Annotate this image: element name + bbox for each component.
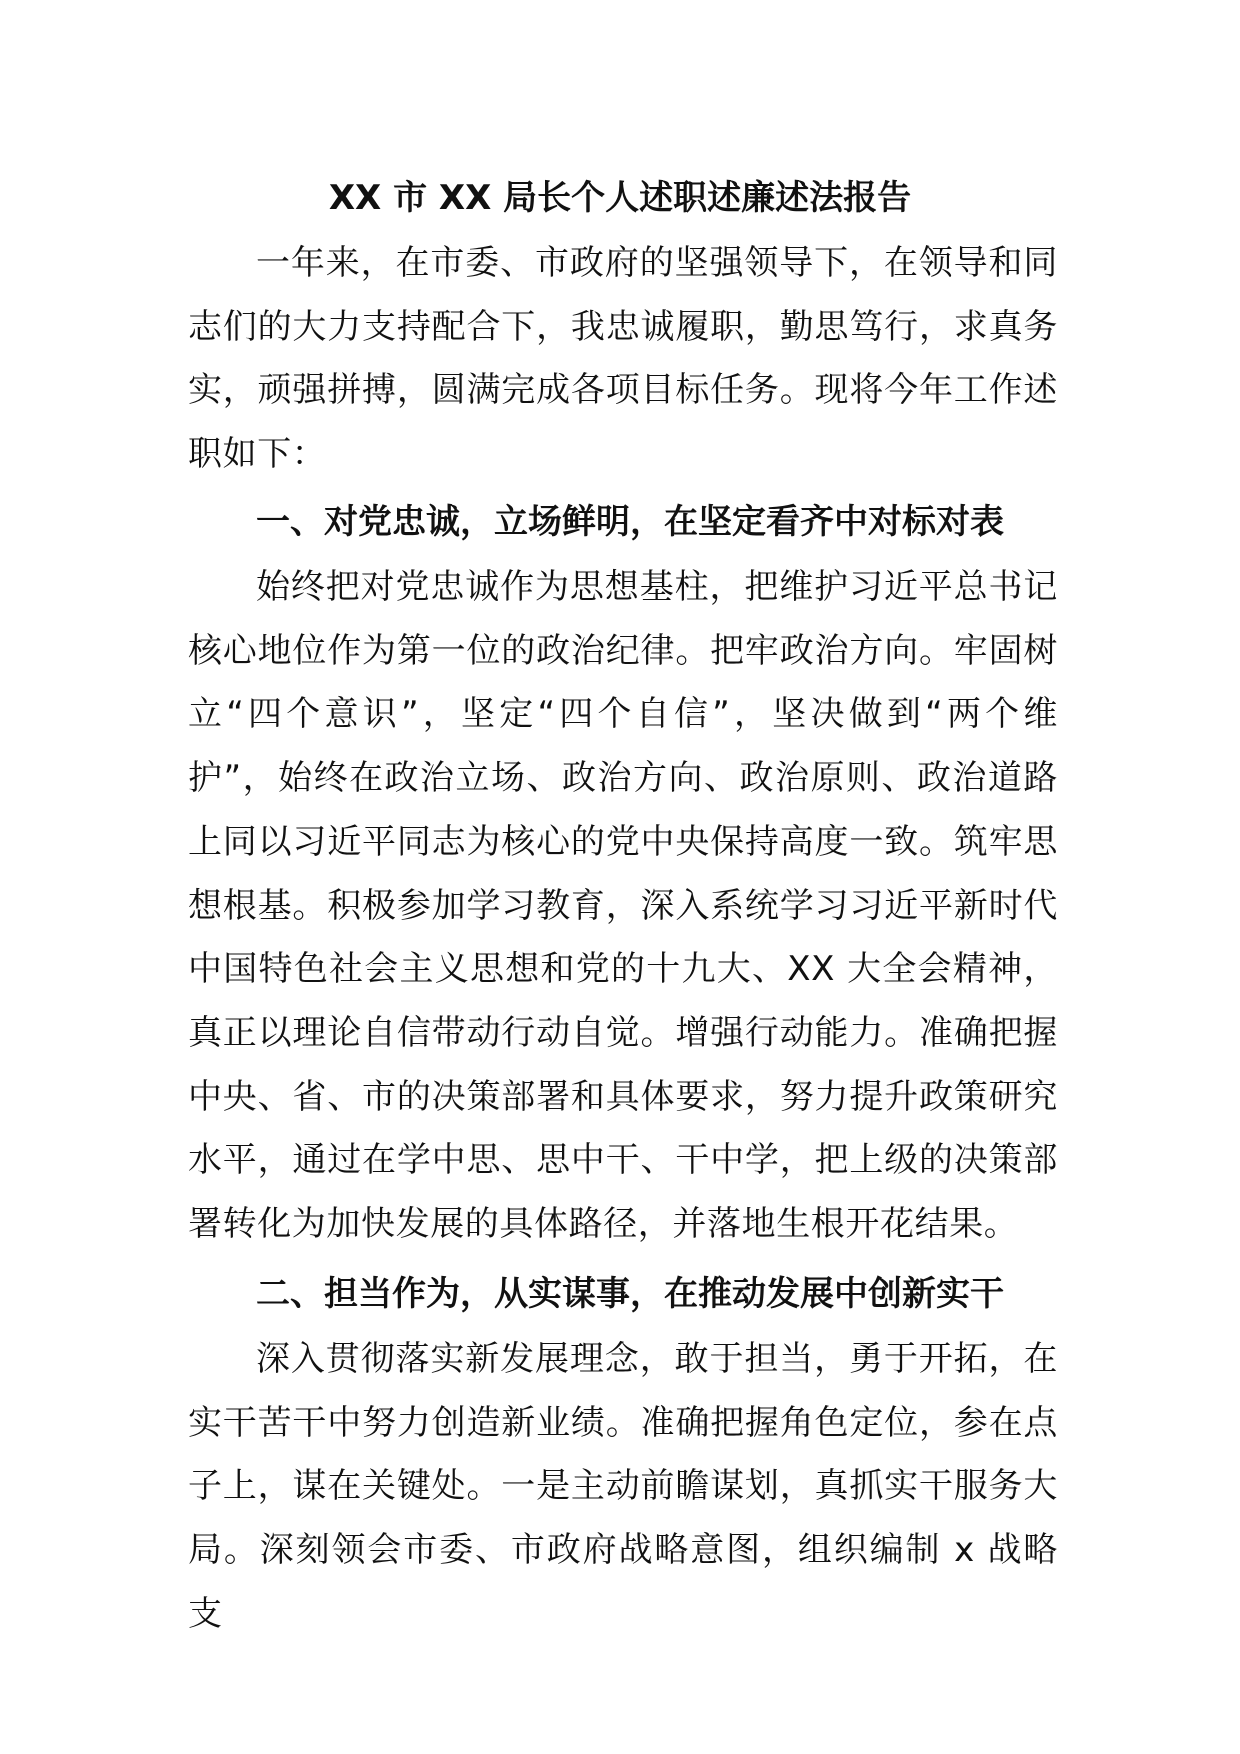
section-1-paragraph: 始终把对党忠诚作为思想基柱，把维护习近平总书记核心地位作为第一位的政治纪律。把牢政治方向。牢固树立“四个意识”，坚定“四个自信”，坚决做到“两个维护”，始终在政治立场、政治方向、政治原则、政治道路上同以习近平同志为核心的党中央保持高度一致。筑牢思想根基。积极参加学习教育，深入系统学习习近平新时代中国特色社会主义思想和党的十九大、XX 大全会精神，真正以理论自信带动行动自觉。增强行动能力。准确把握中央、省、市的决策部署和具体要求，努力提升政策研究水平，通过在学中思、思中干、干中学，把上级的决策部署转化为加快发展的具体路径，并落地生根开花结果。 (188, 567, 1058, 1245)
intro-paragraph: 一年来，在市委、市政府的坚强领导下，在领导和同志们的大力支持配合下，我忠诚履职，勤思笃行，求真务实，顽强拼搏，圆满完成各项目标任务。现将今年工作述职如下： (188, 243, 1058, 475)
section-heading-1: 一、对党忠诚，立场鲜明，在坚定看齐中对标对表 (256, 502, 1004, 542)
document-title: XX 市 XX 局长个人述职述廉述法报告 (328, 178, 912, 218)
section-heading-2: 二、担当作为，从实谋事，在推动发展中创新实干 (256, 1274, 1004, 1314)
section-2-paragraph: 深入贯彻落实新发展理念，敢于担当，勇于开拓，在实干苦干中努力创造新业绩。准确把握角色定位，参在点子上，谋在关键处。一是主动前瞻谋划，真抓实干服务大局。深刻领会市委、市政府战略意图，组织编制 x 战略支 (188, 1339, 1058, 1634)
